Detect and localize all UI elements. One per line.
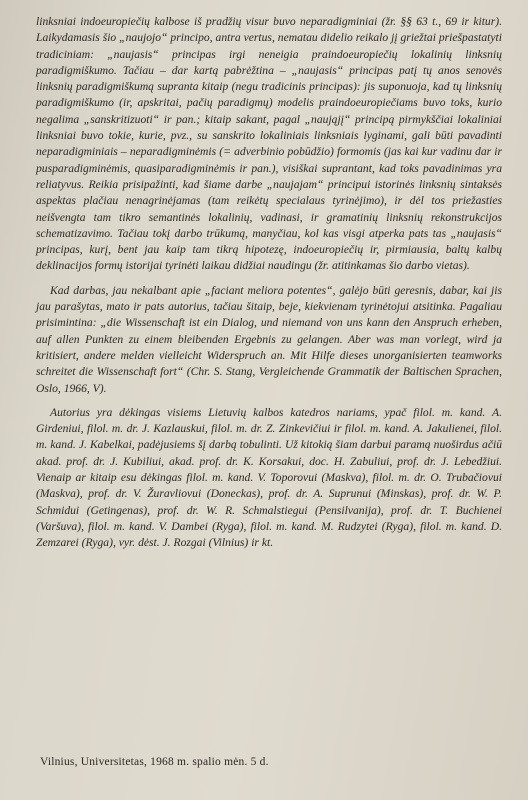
paragraph-acknowledgements: Autorius yra dėkingas visiems Lietuvių kalbos katedros nariams, ypač filol. m. kand. A. Girdeniui, filol. m. dr. J. Kazlauskui, filol. m. dr. Z. Zinkevičiui ir filol. m. kand. A. Jakulienei, filol. m. kand. J. Kabelkai, padėjusiems šį darbą tobulinti. Už kitokią šiam darbui paramą nuoširdus ačiū akad. prof. dr. J. Kubiliui, akad. prof. dr. K. Korsakui, doc. H. Zabuliui, prof. dr. J. Lebedžiui. Vienaip ar kitaip esu dėkingas filol. m. kand. V. Toporovui (Maskva), filol. m. dr. O. Trubačiovui (Maskva), prof. dr. V. Žuravliovui (Doneckas), prof. dr. A. Suprunui (Minskas), prof. dr. W. P. Schmidui (Getingenas), prof. dr. W. R. Schmalstiegui (Pensilvanija), prof. dr. T. Buchienei (Varšuva), filol. m. kand. V. Dambei (Ryga), filol. m. kand. M. Rudzytei (Ryga), filol. m. kand. D. Zemzarei (Ryga), vyr. dėst. J. Rozgai (Vilnius) ir kt. <box>36 405 502 550</box>
paragraph-dialog-quote: Kad darbas, jau nekalbant apie „faciant meliora potentes“, galėjo būti geresnis, dabar, kai jis jau parašytas, mato ir pats autorius, tačiau šitaip, beje, kiekvienam tyrinėtojui atsitinka. Pagaliau prisimintina: „die Wissenschaft ist ein Dialog, und niemand von uns kann den Anspruch erheben, auf allen Punkten zu einem bleibenden Ergebnis zu gelangen. Aber was man vorlegt, wird ja kritisiert, andere melden vielleicht Widerspruch an. Mit Hilfe dieses unorganisierten teamworks schreitet die Wissenschaft fort“ (Chr. S. Stang, Vergleichende Grammatik der Baltischen Sprachen, Oslo, 1966, V). <box>36 283 502 395</box>
place-date-signature: Vilnius, Universitetas, 1968 m. spalio mėn. 5 d. <box>40 756 269 768</box>
paragraph-principles: linksniai indoeuropiečių kalbose iš pradžių visur buvo neparadigminiai (žr. §§ 63 t., 69 ir kitur). Laikydamasis šio „naujojo“ principo, antra vertus, nematau didelio reikalo jį griežtai priešpastatyti tradiciniam: „naujasis“ principas irgi neneigia praindoeuropiečių lokalinių linksnių paradigmiškumo. Tačiau – dar kartą pabrėžtina – „naujasis“ principas patį tų anos senovės linksnių paradigmiškumą supranta kitaip (negu tradicinis principas): jis suponuoja, kad tų linksnių paradigmiškumo (ir, apskritai, pačių paradigmų) modelis praindoeuropiečiams buvo toks, kurio negalima „sanskritizuoti“ ir pan.; kitaip sakant, pagal „naująjį“ principą pirmykščiai lokaliniai linksniai buvo tokie, kurie, pvz., su sanskrito lokaliniais linksniais lyginami, gali būti pavadinti neparadigminiais – neparadigminėmis (= adverbinio pobūdžio) formomis (jas kai kur vadinu dar ir pusparadigminėmis, quasiparadigminėmis ir pan.), visiškai suprantant, kad toks pavadinimas yra reliatyvus. Reikia prisipažinti, kad šiame darbe „naujajam“ principui istorinės linksnių sintaksės aspektas plačiau nenagrinėjamas (tam reikėtų specialaus tyrinėjimo), ir dėl tos priežasties neišvengta tam tikro semantinės lokalinių, vadinasi, ir gramatinių linksnių rekonstrukcijos schematizavimo. Tačiau tokį darbo trūkumą, manyčiau, kol kas visgi atperka pats tas „naujasis“ principas, kurį, bent jau kaip tam tikrą hipotezę, indoeuropiečių ir, pirmiausia, baltų kalbų deklinacijos formų istorijai tyrinėti laikau didžiai naudingu (žr. atitinkamas šio darbo vietas). <box>36 15 502 273</box>
